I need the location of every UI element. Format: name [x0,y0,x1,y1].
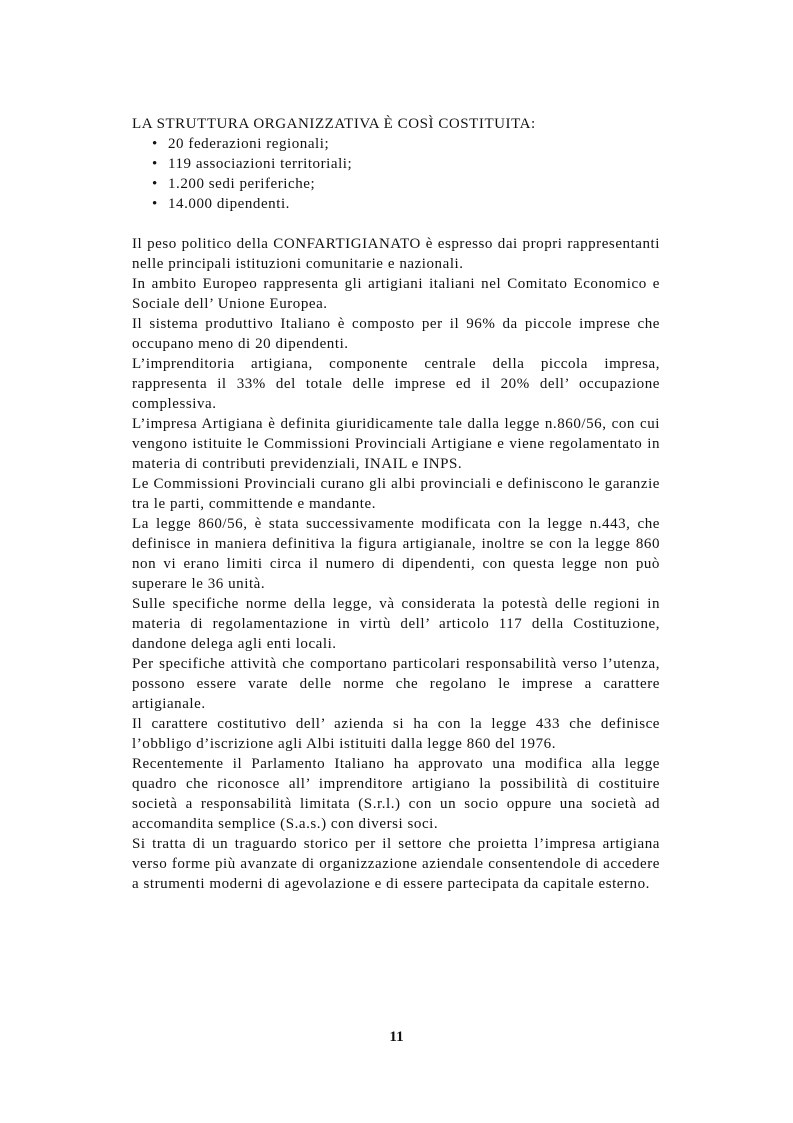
paragraph-specific-activities: Per specifiche attività che comportano particolari responsabilità verso l’utenza, possono essere varate delle norme che regolano le imprese a carattere artigianale. [132,656,660,712]
paragraph-recent-reform: Recentemente il Parlamento Italiano ha approvato una modifica alla legge quadro che riconosce all’ imprenditore artigiano la possibilità di costituire società a responsabilità limitata (S.r.l.) con un socio oppure una società ad accomandita semplice (S.a.s.) con diversi soci. [132,756,660,832]
paragraph-law-modification: La legge 860/56, è stata successivamente modificata con la legge n.443, che definisce in maniera definitiva la figura artigianale, inoltre se con la legge 860 non vi erano limiti circa il numero di dipendenti, con questa legge non può superare le 36 unità. [132,516,660,592]
bullet-icon: • [152,136,158,152]
list-item-text: 119 associazioni territoriali; [168,156,353,172]
list-item [152,174,660,194]
paragraph-provincial-commissions: Le Commissioni Provinciali curano gli albi provinciali e definiscono le garanzie tra le parti, committende e mandante. [132,476,660,512]
bullet-icon: • [152,196,158,212]
list-item [152,154,660,174]
paragraph-political-weight: Il peso politico della CONFARTIGIANATO è espresso dai propri rappresentanti nelle principali istituzioni comunitarie e nazionali. [132,236,660,272]
paragraph-legal-definition: L’impresa Artigiana è definita giuridicamente tale dalla legge n.860/56, con cui vengono istituite le Commissioni Provinciali Artigiane e viene regolamentato in materia di contributi previdenziali, INAIL e INPS. [132,416,660,472]
structure-list [132,134,660,214]
paragraph-artisan-entrepreneurship: L’imprenditoria artigiana, componente centrale della piccola impresa, rappresenta il 33% del totale delle imprese ed il 20% dell’ occupazione complessiva. [132,356,660,412]
list-item [152,134,660,154]
paragraph-historic-milestone: Si tratta di un traguardo storico per il settore che proietta l’impresa artigiana verso forme più avanzate di organizzazione aziendale consentendole di accedere a strumenti moderni di agevolazione e di essere partecipata da capitale esterno. [132,836,660,892]
bullet-icon: • [152,176,158,192]
section-heading: LA STRUTTURA ORGANIZZATIVA È COSÌ COSTITUITA: [132,116,536,132]
page-number: 11 [389,1029,404,1045]
paragraph-productive-system: Il sistema produttivo Italiano è composto per il 96% da piccole imprese che occupano meno di 20 dipendenti. [132,316,660,352]
paragraph-regional-powers: Sulle specifiche norme della legge, và considerata la potestà delle regioni in materia di regolamentazione in virtù dell’ articolo 117 della Costituzione, dandone delega agli enti locali. [132,596,660,652]
bullet-icon: • [152,156,158,172]
list-item-text: 14.000 dipendenti. [168,196,290,212]
spacer [132,214,660,234]
document-page [132,114,660,894]
list-item [152,194,660,214]
list-item-text: 20 federazioni regionali; [168,136,330,152]
paragraph-european-scope: In ambito Europeo rappresenta gli artigiani italiani nel Comitato Economico e Sociale dell’ Unione Europea. [132,276,660,312]
paragraph-constitutive-character: Il carattere costitutivo dell’ azienda si ha con la legge 433 che definisce l’obbligo d’iscrizione agli Albi istituiti dalla legge 860 del 1976. [132,716,660,752]
list-item-text: 1.200 sedi periferiche; [168,176,316,192]
